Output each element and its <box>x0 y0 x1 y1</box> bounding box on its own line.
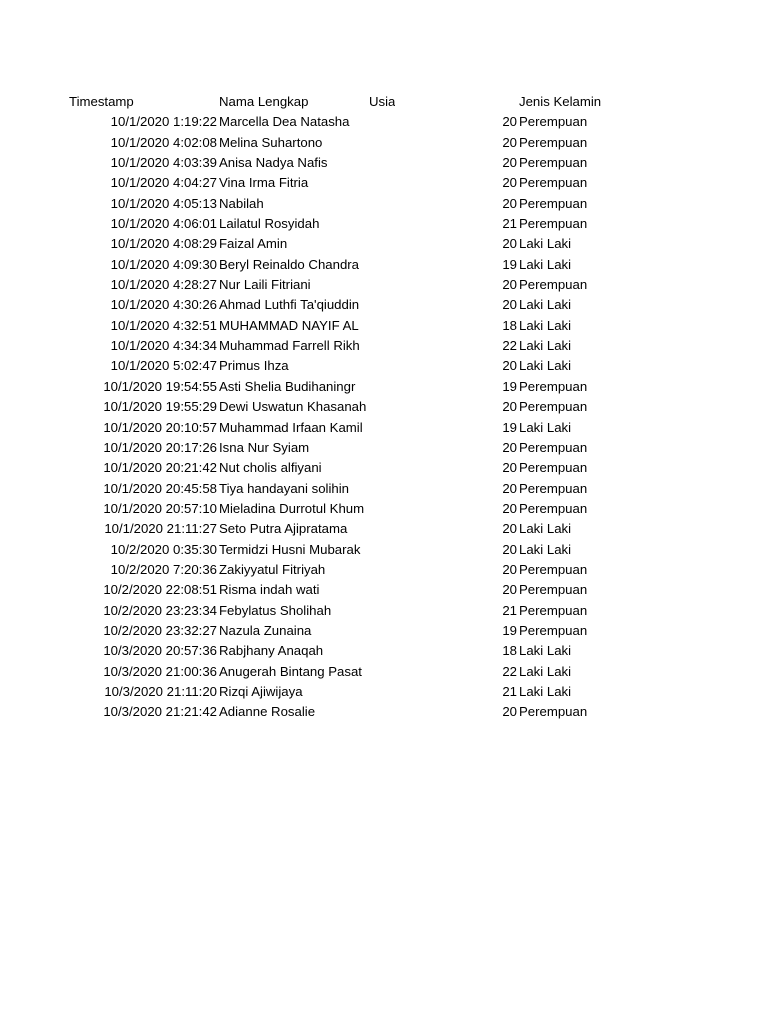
cell-timestamp: 10/1/2020 4:05:13 <box>110 195 217 211</box>
cell-usia: 22 <box>502 338 517 354</box>
cell-usia: 20 <box>502 582 517 598</box>
cell-timestamp: 10/1/2020 1:19:22 <box>110 114 217 130</box>
cell-usia: 20 <box>502 195 517 211</box>
cell-jenis-kelamin: Laki Laki <box>519 338 572 354</box>
cell-timestamp: 10/1/2020 19:54:55 <box>103 378 217 394</box>
cell-usia: 22 <box>502 663 517 679</box>
cell-timestamp: 10/1/2020 4:28:27 <box>110 277 217 293</box>
cell-jenis-kelamin: Laki Laki <box>519 358 572 374</box>
table-row <box>0 153 768 173</box>
header-row <box>0 92 768 112</box>
cell-jenis-kelamin: Perempuan <box>519 114 588 130</box>
cell-timestamp: 10/1/2020 20:10:57 <box>103 419 217 435</box>
cell-timestamp: 10/1/2020 4:04:27 <box>110 175 217 191</box>
cell-jenis-kelamin: Perempuan <box>519 277 588 293</box>
spreadsheet-table <box>0 92 768 723</box>
cell-nama-lengkap: Anisa Nadya Nafis <box>219 155 328 171</box>
cell-nama-lengkap: Nur Laili Fitriani <box>219 277 311 293</box>
header-timestamp: Timestamp <box>69 94 134 109</box>
table-body <box>0 112 768 722</box>
cell-usia: 20 <box>502 297 517 313</box>
cell-jenis-kelamin: Perempuan <box>519 399 588 415</box>
cell-usia: 20 <box>502 704 517 720</box>
cell-usia: 21 <box>502 602 517 618</box>
cell-nama-lengkap: Isna Nur Syiam <box>219 439 310 455</box>
cell-usia: 18 <box>502 643 517 659</box>
cell-nama-lengkap: Mieladina Durrotul Khum <box>219 500 365 516</box>
cell-nama-lengkap: Anugerah Bintang Pasat <box>219 663 362 679</box>
cell-usia: 20 <box>502 175 517 191</box>
table-row <box>0 397 768 417</box>
cell-jenis-kelamin: Laki Laki <box>519 419 572 435</box>
table-row <box>0 662 768 682</box>
cell-timestamp: 10/1/2020 4:03:39 <box>110 155 217 171</box>
cell-timestamp: 10/1/2020 20:45:58 <box>103 480 217 496</box>
cell-jenis-kelamin: Laki Laki <box>519 236 572 252</box>
cell-nama-lengkap: Rizqi Ajiwijaya <box>219 683 303 699</box>
cell-timestamp: 10/1/2020 4:32:51 <box>110 317 217 333</box>
cell-timestamp: 10/2/2020 22:08:51 <box>103 582 217 598</box>
table-row <box>0 479 768 499</box>
cell-nama-lengkap: Seto Putra Ajipratama <box>219 521 348 537</box>
cell-usia: 20 <box>502 439 517 455</box>
cell-nama-lengkap: Nabilah <box>219 195 264 211</box>
cell-nama-lengkap: Nazula Zunaina <box>219 622 312 638</box>
cell-nama-lengkap: Zakiyyatul Fitriyah <box>219 561 326 577</box>
cell-nama-lengkap: Faizal Amin <box>219 236 288 252</box>
cell-jenis-kelamin: Perempuan <box>519 561 588 577</box>
cell-usia: 20 <box>502 114 517 130</box>
table-row <box>0 295 768 315</box>
cell-usia: 20 <box>502 460 517 476</box>
table-row <box>0 499 768 519</box>
cell-timestamp: 10/2/2020 23:32:27 <box>103 622 217 638</box>
table-row <box>0 540 768 560</box>
cell-usia: 20 <box>502 358 517 374</box>
table-row <box>0 234 768 254</box>
cell-jenis-kelamin: Laki Laki <box>519 521 572 537</box>
cell-nama-lengkap: Marcella Dea Natasha <box>219 114 350 130</box>
table-row <box>0 112 768 132</box>
table-row <box>0 133 768 153</box>
table-row <box>0 519 768 539</box>
table-row <box>0 377 768 397</box>
cell-nama-lengkap: Asti Shelia Budihaningr <box>219 378 356 394</box>
table-row <box>0 560 768 580</box>
table-row <box>0 580 768 600</box>
cell-jenis-kelamin: Perempuan <box>519 480 588 496</box>
cell-jenis-kelamin: Perempuan <box>519 378 588 394</box>
cell-nama-lengkap: Lailatul Rosyidah <box>219 216 320 232</box>
cell-nama-lengkap: Primus Ihza <box>219 358 289 374</box>
table-row <box>0 601 768 621</box>
header-usia: Usia <box>369 94 396 109</box>
cell-timestamp: 10/2/2020 7:20:36 <box>110 561 217 577</box>
cell-nama-lengkap: Muhammad Farrell Rikh <box>219 338 360 354</box>
cell-nama-lengkap: Febylatus Sholihah <box>219 602 332 618</box>
table-row <box>0 356 768 376</box>
table-row <box>0 621 768 641</box>
cell-timestamp: 10/1/2020 21:11:27 <box>104 521 217 537</box>
cell-jenis-kelamin: Perempuan <box>519 602 588 618</box>
cell-jenis-kelamin: Perempuan <box>519 582 588 598</box>
cell-jenis-kelamin: Laki Laki <box>519 683 572 699</box>
table-row <box>0 336 768 356</box>
cell-jenis-kelamin: Perempuan <box>519 134 588 150</box>
cell-nama-lengkap: Tiya handayani solihin <box>219 480 350 496</box>
cell-nama-lengkap: Termidzi Husni Mubarak <box>219 541 361 557</box>
cell-usia: 20 <box>502 521 517 537</box>
cell-usia: 19 <box>502 622 517 638</box>
cell-usia: 19 <box>502 419 517 435</box>
cell-timestamp: 10/1/2020 5:02:47 <box>110 358 217 374</box>
table-row <box>0 458 768 478</box>
cell-usia: 21 <box>502 683 517 699</box>
cell-jenis-kelamin: Perempuan <box>519 155 588 171</box>
cell-timestamp: 10/1/2020 4:02:08 <box>110 134 217 150</box>
table-row <box>0 173 768 193</box>
cell-nama-lengkap: Beryl Reinaldo Chandra <box>219 256 360 272</box>
cell-timestamp: 10/2/2020 0:35:30 <box>110 541 217 557</box>
cell-nama-lengkap: Nut cholis alfiyani <box>219 460 322 476</box>
table-row <box>0 214 768 234</box>
cell-usia: 20 <box>502 155 517 171</box>
table-row <box>0 641 768 661</box>
cell-jenis-kelamin: Perempuan <box>519 622 588 638</box>
table-row <box>0 275 768 295</box>
table-row <box>0 418 768 438</box>
cell-timestamp: 10/1/2020 20:57:10 <box>103 500 217 516</box>
cell-jenis-kelamin: Perempuan <box>519 175 588 191</box>
cell-timestamp: 10/3/2020 20:57:36 <box>103 643 217 659</box>
table-row <box>0 438 768 458</box>
cell-usia: 20 <box>502 480 517 496</box>
cell-usia: 20 <box>502 500 517 516</box>
cell-usia: 21 <box>502 216 517 232</box>
cell-nama-lengkap: Melina Suhartono <box>219 134 323 150</box>
cell-timestamp: 10/1/2020 4:30:26 <box>110 297 217 313</box>
cell-usia: 20 <box>502 561 517 577</box>
table-row <box>0 702 768 722</box>
cell-nama-lengkap: Vina Irma Fitria <box>219 175 309 191</box>
cell-jenis-kelamin: Perempuan <box>519 439 588 455</box>
cell-usia: 20 <box>502 399 517 415</box>
cell-nama-lengkap: Rabjhany Anaqah <box>219 643 324 659</box>
cell-jenis-kelamin: Perempuan <box>519 460 588 476</box>
cell-jenis-kelamin: Laki Laki <box>519 643 572 659</box>
cell-usia: 20 <box>502 277 517 293</box>
cell-jenis-kelamin: Perempuan <box>519 216 588 232</box>
cell-jenis-kelamin: Laki Laki <box>519 317 572 333</box>
cell-timestamp: 10/1/2020 20:17:26 <box>103 439 217 455</box>
cell-timestamp: 10/1/2020 4:34:34 <box>110 338 217 354</box>
cell-usia: 19 <box>502 256 517 272</box>
cell-usia: 19 <box>502 378 517 394</box>
cell-usia: 20 <box>502 541 517 557</box>
table-row <box>0 682 768 702</box>
cell-jenis-kelamin: Laki Laki <box>519 297 572 313</box>
cell-nama-lengkap: Ahmad Luthfi Ta'qiuddin <box>219 297 360 313</box>
cell-jenis-kelamin: Laki Laki <box>519 256 572 272</box>
cell-jenis-kelamin: Laki Laki <box>519 541 572 557</box>
cell-timestamp: 10/1/2020 20:21:42 <box>103 460 217 476</box>
cell-nama-lengkap: Dewi Uswatun Khasanah <box>219 399 367 415</box>
header-jenis-kelamin: Jenis Kelamin <box>519 94 602 109</box>
cell-jenis-kelamin: Perempuan <box>519 500 588 516</box>
cell-timestamp: 10/1/2020 4:08:29 <box>110 236 217 252</box>
cell-usia: 20 <box>502 134 517 150</box>
cell-timestamp: 10/1/2020 4:06:01 <box>110 216 217 232</box>
cell-nama-lengkap: Muhammad Irfaan Kamil <box>219 419 363 435</box>
cell-usia: 20 <box>502 236 517 252</box>
table-row <box>0 194 768 214</box>
cell-timestamp: 10/3/2020 21:21:42 <box>103 704 217 720</box>
cell-timestamp: 10/1/2020 19:55:29 <box>103 399 217 415</box>
cell-timestamp: 10/2/2020 23:23:34 <box>103 602 217 618</box>
cell-nama-lengkap: MUHAMMAD NAYIF AL <box>219 317 359 333</box>
cell-nama-lengkap: Risma indah wati <box>219 582 320 598</box>
cell-timestamp: 10/3/2020 21:00:36 <box>103 663 217 679</box>
table-row <box>0 255 768 275</box>
cell-nama-lengkap: Adianne Rosalie <box>219 704 316 720</box>
cell-timestamp: 10/3/2020 21:11:20 <box>104 683 217 699</box>
cell-timestamp: 10/1/2020 4:09:30 <box>110 256 217 272</box>
cell-jenis-kelamin: Laki Laki <box>519 663 572 679</box>
header-nama-lengkap: Nama Lengkap <box>219 94 309 109</box>
cell-usia: 18 <box>502 317 517 333</box>
cell-jenis-kelamin: Perempuan <box>519 195 588 211</box>
table-row <box>0 316 768 336</box>
cell-jenis-kelamin: Perempuan <box>519 704 588 720</box>
